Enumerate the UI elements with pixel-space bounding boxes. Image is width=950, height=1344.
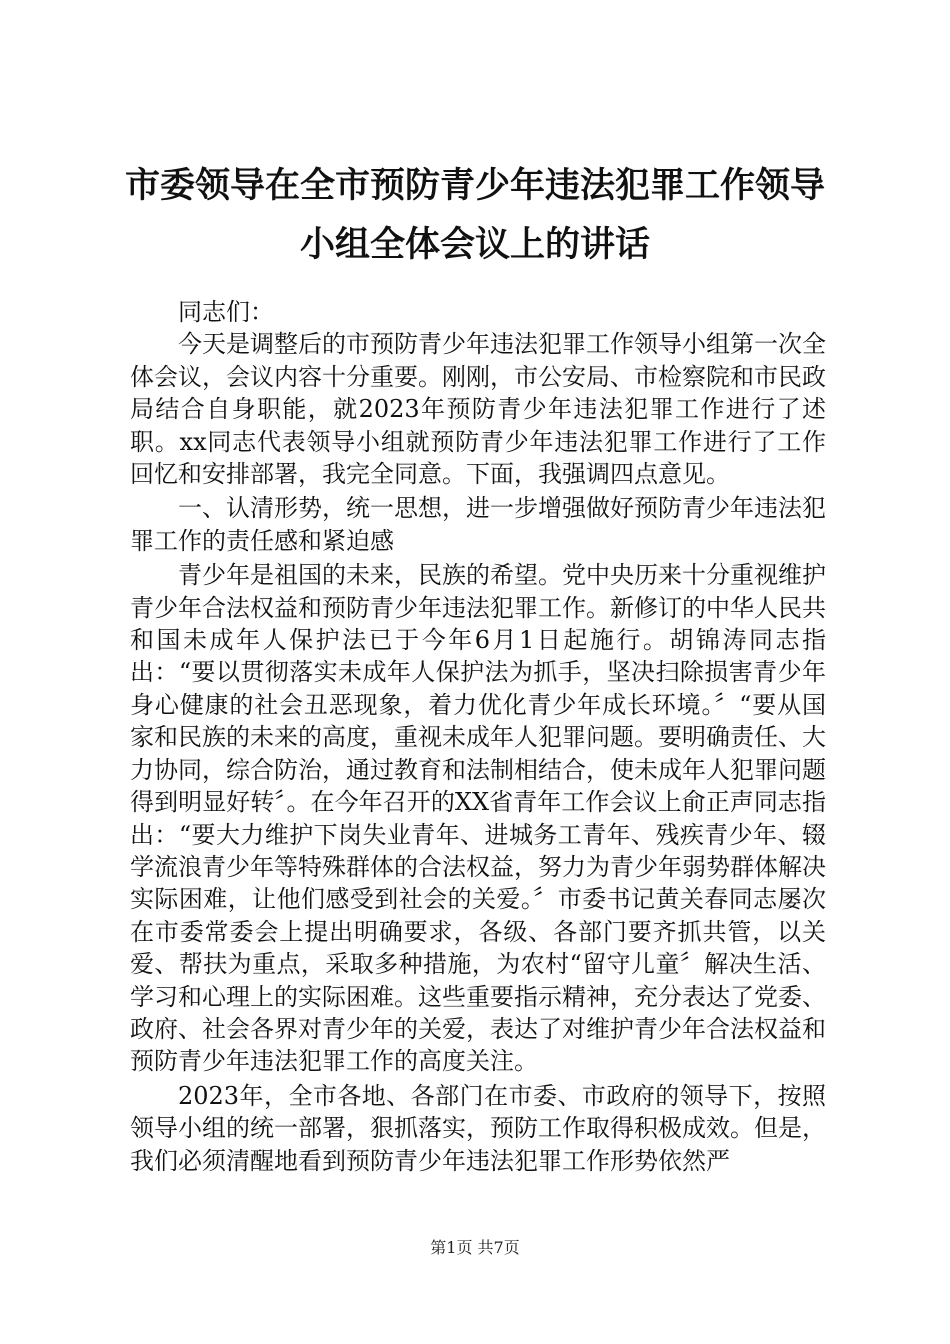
- document-title-line-2: 小组全体会议上的讲话: [299, 224, 650, 265]
- document-title-line-1: 市委领导在全市预防青少年违法犯罪工作领导: [124, 165, 825, 206]
- page-footer: 第1页 共7页: [430, 1238, 520, 1257]
- section-heading-1: 一、认清形势，统一思想，进一步增强做好预防青少年违法犯罪工作的责任感和紧迫感: [130, 494, 826, 555]
- paragraph-youth: 青少年是祖国的未来，民族的希望。党中央历来十分重视维护青少年合法权益和预防青少年违法犯罪工作。新修订的中华人民共和国未成年人保护法已于今年6月1日起施行。胡锦涛同志指出：“要以贯彻落实未成年人保护法为抓手，坚决扫除损害青少年身心健康的社会丑恶现象，着力优化青少年成长环境。〞“要从国家和民族的未来的高度，重视未成年人犯罪问题。要明确责任、大力协同，综合防治，通过教育和法制相结合，使未成年人犯罪问题得到明显好转〞。在今年召开的XX省青年工作会议上俞正声同志指出：“要大力维护下岗失业青年、进城务工青年、残疾青少年、辍学流浪青少年等特殊群体的合法权益，努力为青少年弱势群体解决实际困难，让他们感受到社会的关爱。〞市委书记黄关春同志屡次在市委常委会上提出明确要求，各级、各部门要齐抓共管，以关爱、帮扶为重点，采取多种措施，为农村“留守儿童〞解决生活、学习和心理上的实际困难。这些重要指示精神，充分表达了党委、政府、社会各界对青少年的关爱，表达了对维护青少年合法权益和预防青少年违法犯罪工作的高度关注。: [130, 561, 826, 1076]
- paragraph-intro: 今天是调整后的市预防青少年违法犯罪工作领导小组第一次全体会议，会议内容十分重要。刚刚，市公安局、市检察院和市民政局结合自身职能，就2023年预防青少年违法犯罪工作进行了述职。xx同志代表领导小组就预防青少年违法犯罪工作进行了工作回忆和安排部署，我完全同意。下面，我强调四点意见。: [130, 330, 826, 489]
- paragraph-2023: 2023年，全市各地、各部门在市委、市政府的领导下，按照领导小组的统一部署，狠抓落实，预防工作取得积极成效。但是，我们必须清醒地看到预防青少年违法犯罪工作形势依然严: [130, 1081, 826, 1175]
- document-body: [130, 296, 826, 1177]
- greeting: 同志们：: [178, 298, 274, 326]
